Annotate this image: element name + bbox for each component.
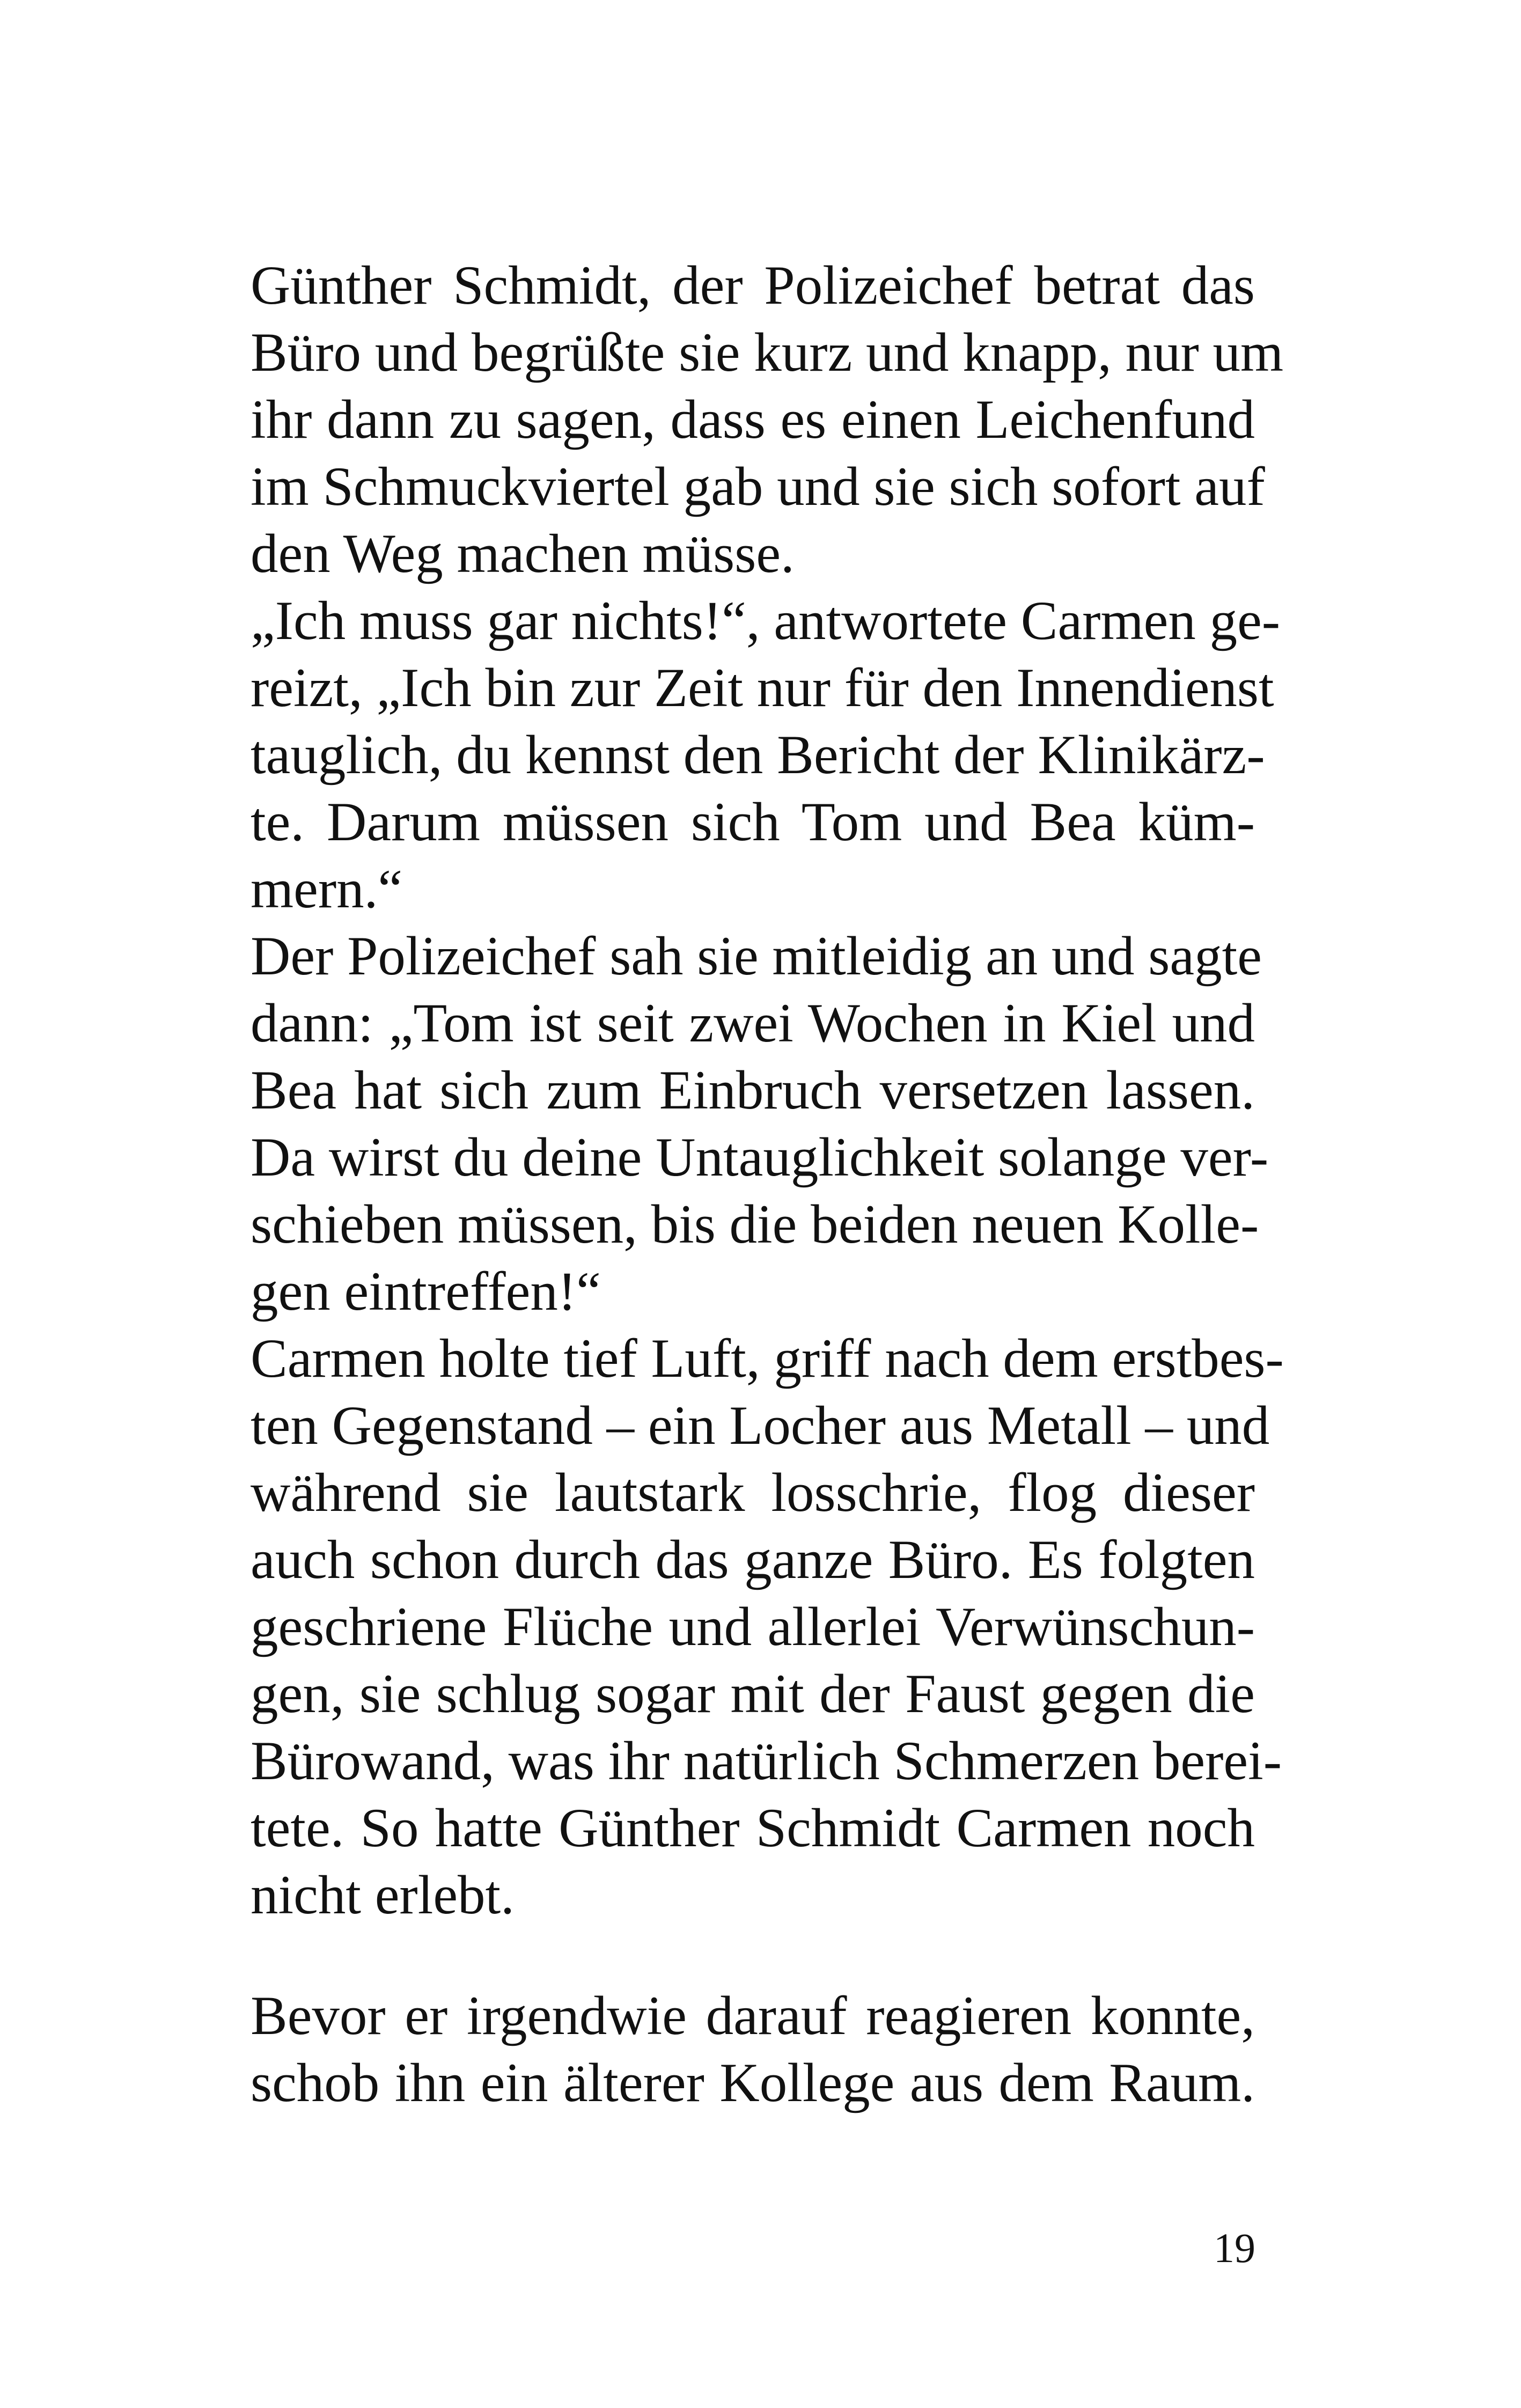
text-line: Günther Schmidt, der Polizeichef betrat das (251, 255, 1255, 316)
text-line: gen eintreffen!“ (251, 1261, 601, 1322)
page-number: 19 (1214, 2225, 1255, 2271)
text-line: Da wirst du deine Untauglichkeit solange ver- (251, 1127, 1269, 1188)
text-line: Bevor er irgendwie darauf reagieren konnte, (251, 1985, 1255, 2046)
text-line: während sie lautstark losschrie, flog dieser (251, 1462, 1255, 1523)
text-line: schieben müssen, bis die beiden neuen Kolle- (251, 1194, 1259, 1255)
text-line: Der Polizeichef sah sie mitleidig an und sagte (251, 926, 1262, 987)
text-line: te. Darum müssen sich Tom und Bea küm- (251, 791, 1255, 853)
text-line: tauglich, du kennst den Bericht der Klinikärz- (251, 724, 1265, 785)
text-line: im Schmuckviertel gab und sie sich sofort auf (251, 456, 1265, 517)
body-text (251, 252, 1284, 1929)
text-line: Bea hat sich zum Einbruch versetzen lassen. (251, 1060, 1255, 1121)
text-line: Bürowand, was ihr natürlich Schmerzen berei- (251, 1730, 1282, 1792)
body-text-continued (251, 1983, 1255, 2117)
text-line: nicht erlebt. (251, 1864, 515, 1926)
text-line: Carmen holte tief Luft, griff nach dem erstbes- (251, 1328, 1284, 1389)
paragraph-5 (251, 1983, 1255, 2117)
text-line: ihr dann zu sagen, dass es einen Leichenfund (251, 389, 1255, 450)
text-line: schob ihn ein älterer Kollege aus dem Raum. (251, 2052, 1255, 2113)
text-line: tete. So hatte Günther Schmidt Carmen noch (251, 1797, 1255, 1859)
text-line: dann: „Tom ist seit zwei Wochen in Kiel und (251, 993, 1255, 1054)
text-line: Büro und begrüßte sie kurz und knapp, nur um (251, 322, 1284, 383)
text-line: geschriene Flüche und allerlei Verwünschun- (251, 1596, 1255, 1657)
text-line: reizt, „Ich bin zur Zeit nur für den Innendienst (251, 657, 1274, 718)
paragraph-3 (251, 923, 1269, 1325)
text-line: den Weg machen müsse. (251, 523, 795, 584)
text-line: auch schon durch das ganze Büro. Es folgten (251, 1529, 1255, 1590)
text-line: gen, sie schlug sogar mit der Faust gegen die (251, 1663, 1255, 1724)
paragraph-1 (251, 252, 1284, 588)
text-line: „Ich muss gar nichts!“, antwortete Carmen ge- (251, 590, 1281, 651)
paragraph-4 (251, 1325, 1284, 1929)
text-line: mern.“ (251, 858, 403, 920)
text-line: ten Gegenstand – ein Locher aus Metall – und (251, 1395, 1270, 1456)
paragraph-2 (251, 588, 1281, 923)
